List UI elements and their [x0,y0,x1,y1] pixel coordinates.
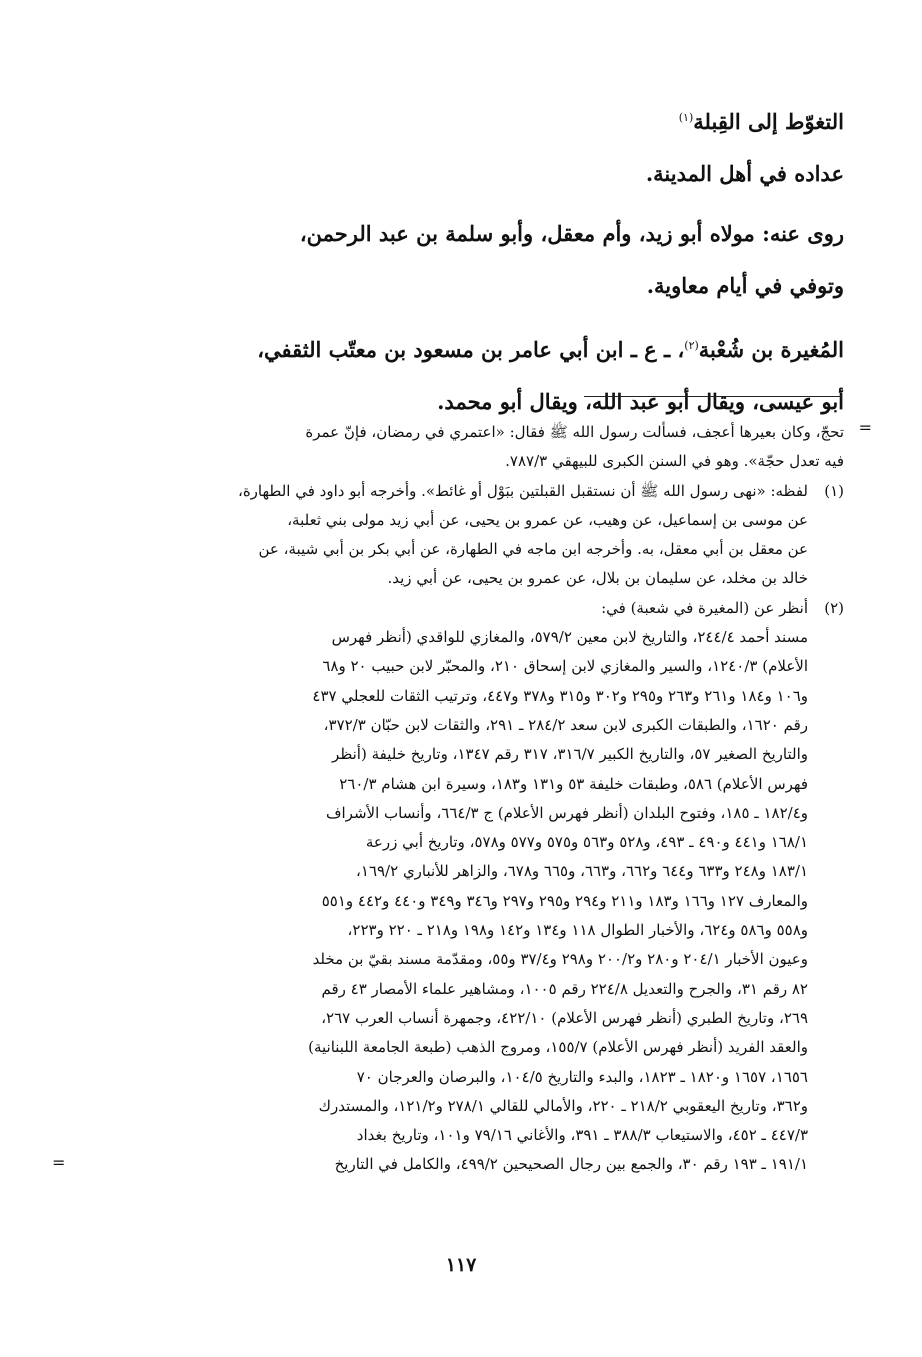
footnote-line: الأعلام) ١٢٤٠/٣، والسير والمغازي لابن إسحاق ٢١٠، والمحبّر لابن حبيب ٢٠ و٦٨ [322,657,808,676]
footnote-line: (٢) أنظر عن (المغيرة في شعبة) في: [72,594,844,623]
main-line-6: أبو عيسى، ويقال أبو عبد الله، ويقال أبو محمد. [437,389,844,414]
footnote-divider [584,396,842,397]
footnote-line: و١٠٦ و١٨٤ و٢٦١ و٢٦٣ و٢٩٥ و٣٠٢ و٣١٥ و٣٧٨ و٤٤٧، وترتيب الثقات للعجلي ٤٣٧ [312,686,808,705]
footnote-1 [72,477,844,594]
page-number: ١١٧ [445,1254,477,1276]
footnote-line: ١٨٣/١ و٢٤٨ و٦٣٣ و٦٤٤ و٦٦٢، و٦٦٣، و٦٦٥ و٦٧٨، والزاهر للأنباري ١٦٩/٢، [356,862,808,881]
footnote-last-line-wrap [52,1150,844,1179]
footnote-line: ٨٢ رقم ٣١، والجرح والتعديل ٢٢٤/٨ رقم ١٠٠٥، ومشاهير علماء الأمصار ٤٣ رقم [321,979,808,998]
footnote-marker-2: (٢) [824,598,844,617]
footnote-line: والتاريخ الصغير ٥٧، والتاريخ الكبير ٣١٦/٧، ٣١٧ رقم ١٣٤٧، وتاريخ خليفة (أنظر [332,745,808,764]
footnote-2 [52,594,844,1180]
footnote-line: والمعارف ١٢٧ و١٦٦ و١٨٣ و٢١١ و٢٩٤ و٢٩٥ و٢٩٧ و٣٤٦ و٣٤٩ و٤٤٠ و٤٤٢ و٥٥١ [321,891,808,910]
footnote-line: و٥٥٨ و٥٨٦ و٦٢٤، والأخبار الطوال ١١٨ و١٣٤ و١٤٢ و١٩٨ و٢١٨ ـ ٢٢٠ و٢٢٣، [347,921,808,940]
footnote-line: خالد بن مخلد، عن سليمان بن بلال، عن عمرو بن يحيى، عن أبي زيد. [387,569,808,588]
continuation-marker: = [858,418,872,437]
footnote-marker-1: (١) [824,481,844,500]
footnote-continuation [72,418,872,477]
main-line-4: وتوفي في أيام معاوية. [646,273,844,298]
footnote-line: و٣٦٢، وتاريخ اليعقوبي ٢١٨/٢ ـ ٢٢٠، والأمالي للقالي ٢٧٨/١ و١٢١/٢، والمستدرك [318,1096,808,1115]
continues-marker: = [52,1153,66,1173]
footnote-line: عن معقل بن أبي معقل، به. وأخرجه ابن ماجه في الطهارة، عن أبي بكر بن أبي شيبة، عن [258,540,808,559]
footnote-line: و١٨٢/٤ ـ ١٨٥، وفتوح البلدان (أنظر فهرس الأعلام) ج ٦٦٤/٣، وأنساب الأشراف [325,803,808,822]
footnote-line: تحجّ، وكان بعيرها أعجف، فسألت رسول الله ﷺ فقال: «اعتمري في رمضان، فإنّ عمرة [305,423,844,441]
footnote-line: ٤٤٧/٣ ـ ٤٥٢، والاستيعاب ٣٨٨/٣ ـ ٣٩١، والأغاني ٧٩/١٦ و١٠١، وتاريخ بغداد [356,1126,808,1145]
footnote-line: ١٩١/١ ـ ١٩٣ رقم ٣٠، والجمع بين رجال الصحيحين ٤٩٩/٢، والكامل في التاريخ [334,1155,808,1174]
footnote-line: رقم ١٦٢٠، والطبقات الكبرى لابن سعد ٢٨٤/٢ ـ ٢٩١، والثقات لابن حبّان ٣٧٢/٣، [323,715,808,734]
footnote-ref-2: (٢) [684,339,699,352]
main-line-1: التغوّط إلى القِبلة$^{(١)}$ [678,109,844,134]
footnotes [52,418,872,1180]
footnote-line: عن موسى بن إسماعيل، عن وهيب، عن عمرو بن يحيى، عن أبي زيد مولى بني ثعلبة، [287,510,808,529]
footnote-line: (١) لفظه: «نهى رسول الله ﷺ أن نستقبل القبلتين ببَوْل أو غائط». وأخرجه أبو داود في الطهارة، [72,477,844,506]
footnote-line: ٢٦٩، وتاريخ الطبري (أنظر فهرس الأعلام) ٤٢٢/١٠، وجمهرة أنساب العرب ٢٦٧، [321,1008,808,1027]
footnote-line: ١٦٥٦، ١٦٥٧ و١٨٢٠ ـ ١٨٢٣، والبدء والتاريخ ١٠٤/٥، والبرصان والعرجان ٧٠ [356,1067,808,1086]
footnote-line: والعقد الفريد (أنظر فهرس الأعلام) ١٥٥/٧، ومروج الذهب (طبعة الجامعة اللبنانية) [308,1038,808,1057]
main-line-3: روى عنه: مولاه أبو زيد، وأم معقل، وأبو سلمة بن عبد الرحمن، [299,221,844,246]
footnote-line: وعيون الأخبار ٢٠٤/١ و٢٨٠ و٢٠٠/٢ و٢٩٨ و٣٧/٤ و٥٥، ومقدّمة مسند بقيّ بن مخلد [312,950,808,969]
main-line-5: المُغيرة بن شُعْبة$^{(٢)}$، ـ ع ـ ابن أبي عامر بن مسعود بن معتّب الثقفي، [257,337,844,362]
footnote-line: فهرس الأعلام) ٥٨٦، وطبقات خليفة ٥٣ و١٣١ و١٨٣، وسيرة ابن هشام ٢٦٠/٣ [339,774,808,793]
main-text [144,92,844,428]
footnote-line: ١٦٨/١ و٤٤١ و٤٩٠ ـ ٤٩٣، و٥٢٨ و٥٦٣ و٥٧٥ و٥٧٧ و٥٧٨، وتاريخ أبي زرعة [365,833,808,852]
footnote-line: مسند أحمد ٢٤٤/٤، والتاريخ لابن معين ٥٧٩/٢، والمغازي للواقدي (أنظر فهرس [331,628,808,647]
main-line-2: عداده في أهل المدينة. [645,161,844,186]
footnote-ref-1: (١) [678,111,694,124]
footnote-line: فيه تعدل حجّة». وهو في السنن الكبرى للبيهقي ٧٨٧/٣. [505,452,844,471]
